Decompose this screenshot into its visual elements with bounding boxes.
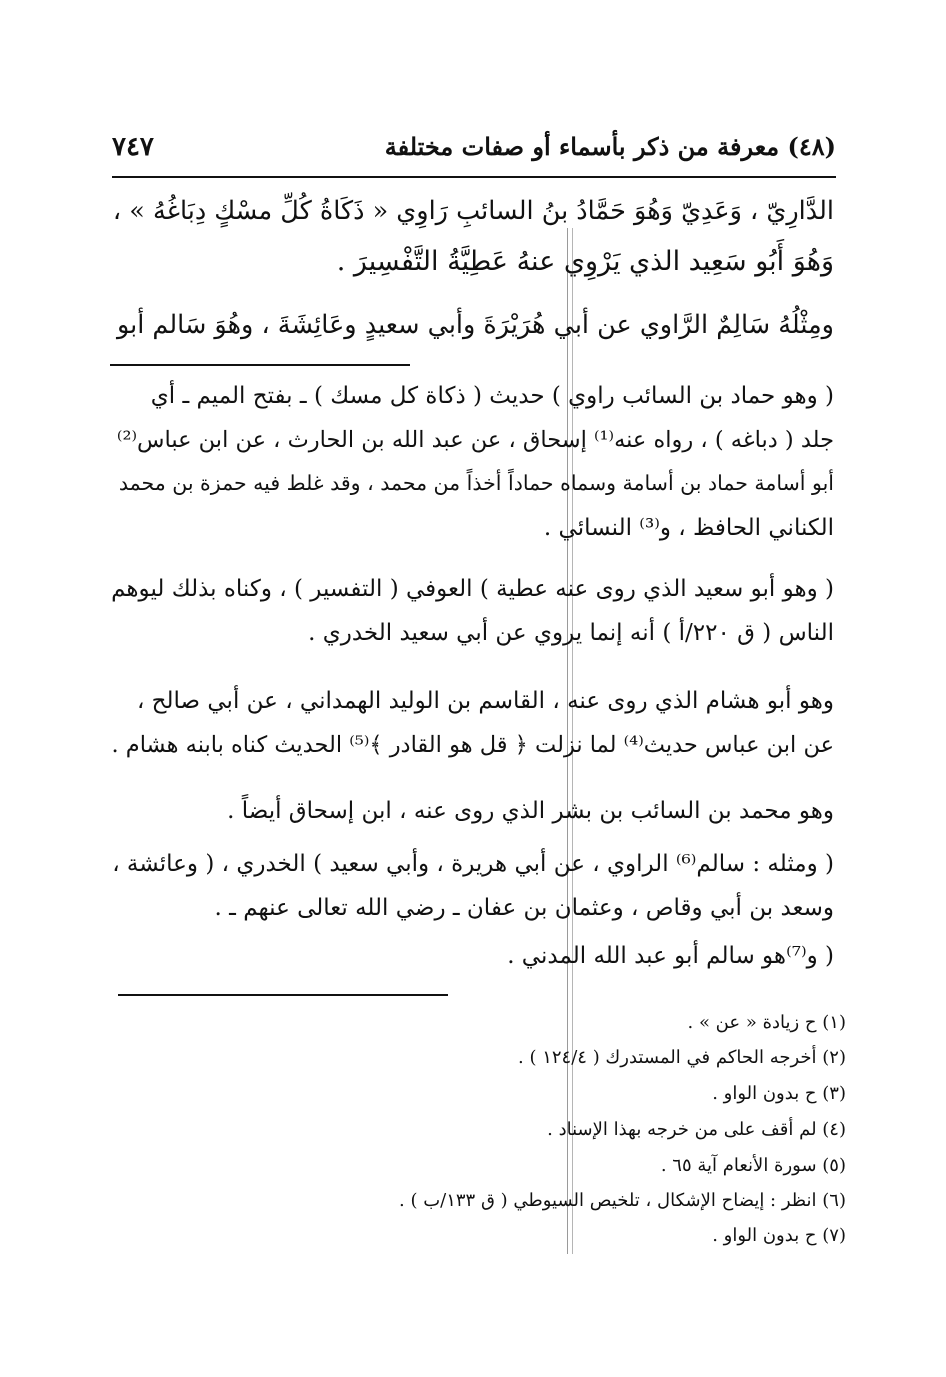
main-text-separator — [110, 364, 410, 366]
commentary-line: الكناني الحافظ ، و⁽³⁾ النسائي . — [543, 515, 834, 541]
commentary-line: جلد ( دباغه ) ، رواه عنه⁽¹⁾ إسحاق ، عن عبد الله بن الحارث ، عن ابن عباس⁽²⁾ — [116, 427, 834, 453]
footnote-item: (٧) ح بدون الواو . — [712, 1225, 846, 1246]
footnote-item: (٣) ح بدون الواو . — [712, 1083, 846, 1104]
page-header — [112, 132, 836, 178]
footnote-item: (٤) لم أقف على من خرجه بهذا الإسناد . — [547, 1119, 846, 1140]
commentary-line: ( و⁽⁷⁾هو سالم أبو عبد الله المدني . — [507, 943, 834, 969]
commentary-line: ( ومثله : سالم⁽⁶⁾ الراوي ، عن أبي هريرة ، وأبي سعيد ) الخدري ، ( وعائشة ، — [112, 851, 834, 877]
chapter-title: (٤٨) معرفة من ذكر بأسماء أو صفات مختلفة — [384, 132, 836, 161]
main-text-line: الدَّارِيّ ، وَعَدِيّ وَهُوَ حَمَّادُ بنُ السائبِ رَاوِي « ذَكَاةُ كُلِّ مسْكٍ دِبَاغُهُ » ، — [112, 196, 834, 226]
commentary-line: ( وهو حماد بن السائب راوي ) حديث ( ذكاة كل مسك ) ـ بفتح الميم ـ أي — [150, 383, 834, 409]
main-text-line: وَهُوَ أَبُو سَعِيد الذي يَرْوِي عنهُ عَطِيَّةُ التَّفْسِيرَ . — [336, 246, 834, 277]
footnote-separator — [118, 994, 448, 996]
commentary-line: عن ابن عباس حديث⁽⁴⁾ لما نزلت ﴿ قل هو القادر ﴾⁽⁵⁾ الحديث كناه بابنه هشام . — [111, 732, 834, 758]
page-number: ٧٤٧ — [112, 132, 154, 162]
commentary-line: وهو محمد بن السائب بن بشر الذي روى عنه ، ابن إسحاق أيضاً . — [227, 798, 834, 824]
commentary-line: أبو أسامة حماد بن أسامة وسماه حماداً أخذاً من محمد ، وقد غلط فيه حمزة بن محمد — [118, 471, 834, 495]
footnote-item: (٦) انظر : إيضاح الإشكال ، تلخيص السيوطي ( ق ١٣٣/ب ) . — [399, 1190, 846, 1211]
main-text-line: ومِثْلُهُ سَالِمٌ الرَّاوي عن أبي هُرَيْرَةَ وأبي سعيدٍ وعَائِشَةَ ، وهُوَ سَالم أبو — [116, 310, 834, 340]
commentary-line: ( وهو أبو سعيد الذي روى عنه عطية ) العوفي ( التفسير ) ، وكناه بذلك ليوهم — [111, 576, 834, 602]
footnote-item: (٢) أخرجه الحاكم في المستدرك ( ١٢٤/٤ ) . — [518, 1047, 846, 1068]
footnote-item: (١) ح زيادة « عن » . — [687, 1012, 846, 1033]
commentary-line: وهو أبو هشام الذي روى عنه ، القاسم بن الوليد الهمداني ، عن أبي صالح ، — [136, 688, 834, 714]
commentary-line: الناس ( ق ٢٢٠/أ ) أنه إنما يروي عن أبي سعيد الخدري . — [308, 620, 834, 646]
footnote-item: (٥) سورة الأنعام آية ٦٥ . — [660, 1155, 846, 1176]
commentary-line: وسعد بن أبي وقاص ، وعثمان بن عفان ـ رضي الله تعالى عنهم ـ . — [214, 895, 834, 921]
